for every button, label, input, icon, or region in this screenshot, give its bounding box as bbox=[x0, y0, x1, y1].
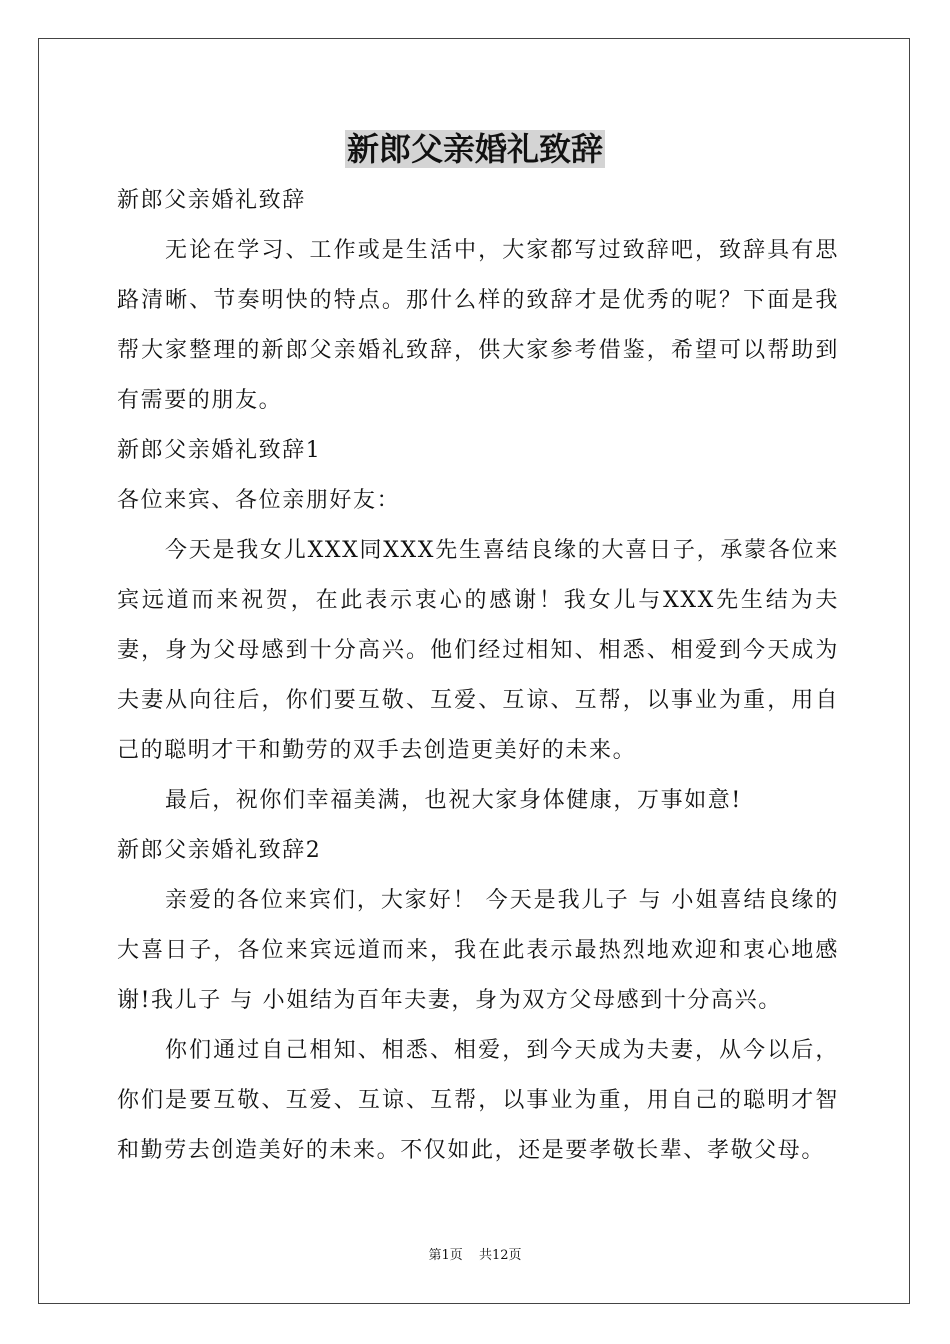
document-title-text: 新郎父亲婚礼致辞 bbox=[346, 130, 603, 168]
heading-paragraph: 新郎父亲婚礼致辞 bbox=[117, 188, 306, 213]
speech-1-body-paragraph: 今天是我女儿XXX同XXX先生喜结良缘的大喜日子，承蒙各位来宾远道而来祝贺，在此表示衷心的感谢！我女儿与XXX先生结为夫妻，身为父母感到十分高兴。他们经过相知、相悉、相爱到今天成为夫妻从向往后，你们要互敬、互爱、互谅、互帮，以事业为重，用自己的聪明才干和勤劳的双手去创造更美好的未来。 bbox=[117, 538, 839, 763]
speech-2-body-paragraph: 你们通过自己相知、相悉、相爱，到今天成为夫妻，从今以后，你们是要互敬、互爱、互谅、互帮，以事业为重，用自己的聪明才智和勤劳去创造美好的未来。不仅如此，还是要孝敬长辈、孝敬父母。 bbox=[117, 1038, 839, 1163]
page-number-current: 第1页 bbox=[428, 1248, 463, 1263]
speech-1-closing-paragraph: 最后，祝你们幸福美满，也祝大家身体健康，万事如意! bbox=[165, 788, 742, 813]
document-title bbox=[0, 126, 950, 172]
intro-paragraph: 无论在学习、工作或是生活中，大家都写过致辞吧，致辞具有思路清晰、节奏明快的特点。那什么样的致辞才是优秀的呢？下面是我帮大家整理的新郎父亲婚礼致辞，供大家参考借鉴，希望可以帮助到有需要的朋友。 bbox=[117, 238, 839, 413]
section-heading-2: 新郎父亲婚礼致辞2 bbox=[117, 838, 322, 863]
section-heading-1: 新郎父亲婚礼致辞1 bbox=[117, 438, 322, 463]
document-body bbox=[117, 176, 839, 1176]
speech-2-opening-paragraph: 亲爱的各位来宾们，大家好！ 今天是我儿子 与 小姐喜结良缘的大喜日子，各位来宾远道而来，我在此表示最热烈地欢迎和衷心地感谢!我儿子 与 小姐结为百年夫妻，身为双方父母感到十分高兴。 bbox=[117, 888, 839, 1013]
salutation-paragraph: 各位来宾、各位亲朋好友： bbox=[117, 488, 401, 513]
page-footer bbox=[0, 1247, 950, 1265]
page-number-total: 共12页 bbox=[478, 1248, 522, 1263]
